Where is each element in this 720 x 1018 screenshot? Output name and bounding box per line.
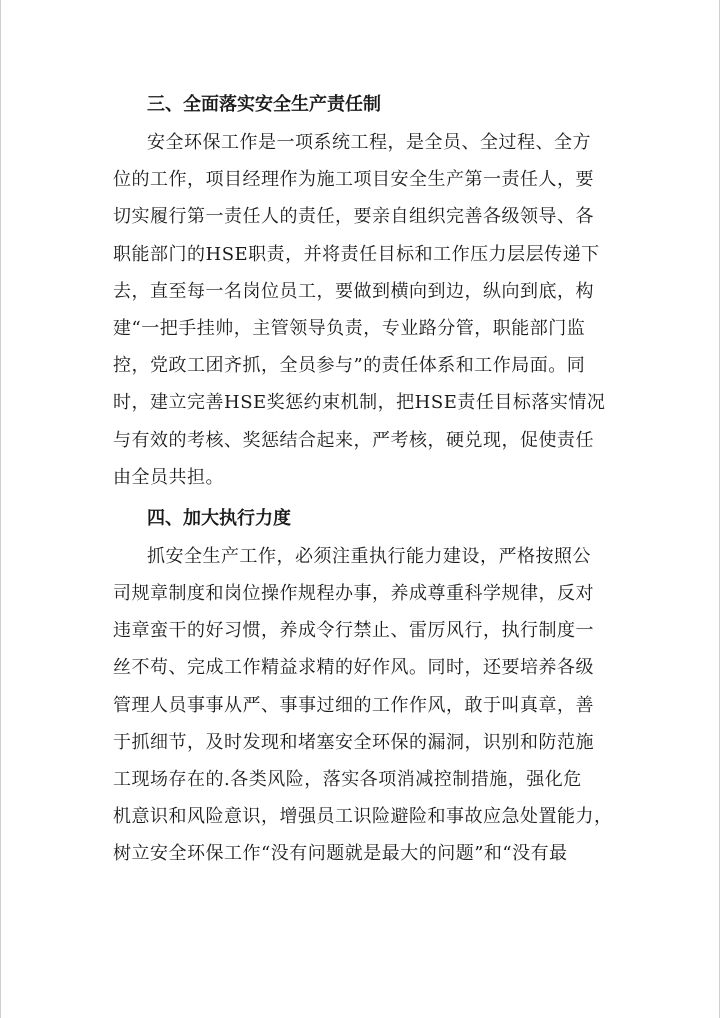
section-heading-3: 三、全面落实安全生产责任制 [147, 94, 381, 115]
paragraph-line: 职能部门的HSE职责，并将责任目标和工作压力层层传递下 [113, 243, 600, 265]
paragraph-line: 丝不苟、完成工作精益求精的好作风。同时，还要培养各级 [113, 657, 594, 679]
paragraph-line: 位的工作，项目经理作为施工项目安全生产第一责任人，要 [113, 169, 594, 191]
paragraph-line: 建“一把手挂帅，主管领导负责，专业路分管，职能部门监 [113, 317, 586, 339]
paragraph-line: 切实履行第一责任人的责任，要亲自组织完善各级领导、各 [113, 206, 594, 228]
paragraph-line: 与有效的考核、奖惩结合起来，严考核，硬兑现，促使责任 [113, 429, 594, 451]
paragraph-line: 于抓细节，及时发现和堵塞安全环保的漏洞，识别和防范施 [113, 731, 594, 753]
paragraph-line: 由全员共担。 [113, 466, 224, 488]
section-paragraph-3 [113, 124, 613, 496]
paragraph-line: 抓安全生产工作，必须注重执行能力建设，严格按照公 [147, 545, 591, 567]
paragraph-line: 安全环保工作是一项系统工程，是全员、全过程、全方 [147, 132, 591, 153]
section-heading-4: 四、加大执行力度 [147, 507, 291, 529]
paragraph-line: 控，党政工团齐抓，全员参与”的责任体系和工作局面。同 [113, 355, 586, 377]
paragraph-line: 时，建立完善HSE奖惩约束机制，把HSE责任目标落实情况 [113, 392, 606, 414]
paragraph-line: 工现场存在的.各类风险，落实各项消减控制措施，强化危 [113, 769, 582, 790]
paragraph-line: 违章蛮干的好习惯，养成令行禁止、雷厉风行，执行制度一 [113, 620, 594, 642]
paragraph-line: 树立安全环保工作“没有问题就是最大的问题”和“没有最 [113, 843, 568, 865]
document-body [113, 86, 613, 873]
paragraph-line: 机意识和风险意识，增强员工识险避险和事故应急处置能力， [113, 806, 613, 828]
section-paragraph-4 [113, 538, 613, 873]
paragraph-line: 司规章制度和岗位操作规程办事，养成尊重科学规律，反对 [113, 583, 594, 605]
paragraph-line: 去，直至每一名岗位员工，要做到横向到边，纵向到底，构 [113, 280, 594, 302]
paragraph-line: 管理人员事事从严、事事过细的工作作风，敢于叫真章，善 [113, 694, 594, 716]
